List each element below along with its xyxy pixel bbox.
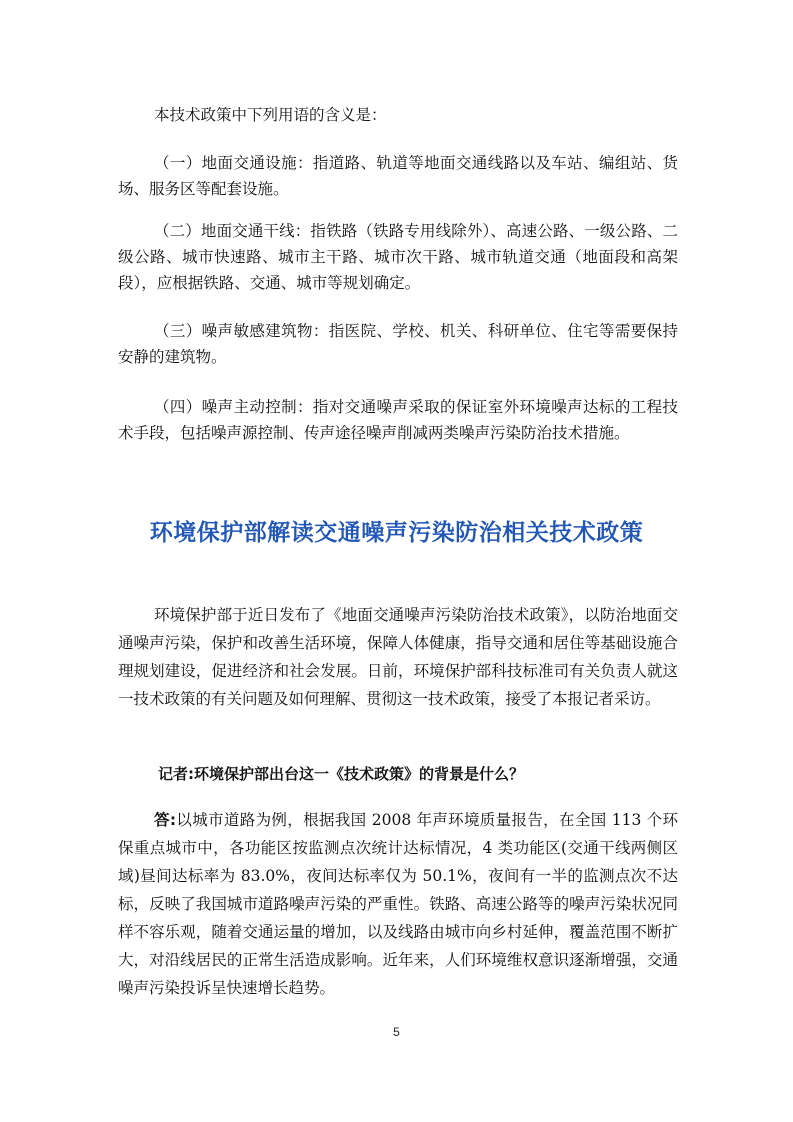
answer-text: 以城市道路为例，根据我国 2008 年声环境质量报告，在全国 113 个环保重点城市中，各功能区按监测点次统计达标情况，4 类功能区(交通干线两侧区域)昼间达标率为 83.0%，夜间达标率仅为 50.1%，夜间有一半的监测点次不达标，反映了我国城市道路噪声污染的严重性。铁路、高速公路等的噪声污染状况同样不容乐观，随着交通运量的增加，以及线路由城市向乡村延伸，覆盖范围不断扩大，对沿线居民的正常生活造成影响。近年来，人们环境维权意识逐渐增强，交通噪声污染投诉呈快速增长趋势。 — [118, 811, 678, 997]
section-title: 环境保护部解读交通噪声污染防治相关技术政策 — [149, 520, 644, 546]
definitions-intro: 本技术政策中下列用语的含义是： — [154, 106, 387, 124]
definition-item-2: （二）地面交通干线：指铁路（铁路专用线除外）、高速公路、一级公路、二级公路、城市快速路、城市主干路、城市次干路、城市轨道交通（地面段和高架段），应根据铁路、交通、城市等规划确定。 — [118, 222, 678, 292]
page-number: 5 — [393, 1025, 400, 1039]
definition-item-3: （三）噪声敏感建筑物：指医院、学校、机关、科研单位、住宅等需要保持安静的建筑物。 — [118, 322, 678, 366]
definition-item-1: （一）地面交通设施：指道路、轨道等地面交通线路以及车站、编组站、货场、服务区等配套设施。 — [118, 154, 678, 198]
section-intro-paragraph: 环境保护部于近日发布了《地面交通噪声污染防治技术政策》，以防治地面交通噪声污染，保护和改善生活环境，保障人体健康，指导交通和居住等基础设施合理规划建设，促进经济和社会发展。日前，环境保护部科技标准司有关负责人就这一技术政策的有关问题及如何理解、贯彻这一技术政策，接受了本报记者采访。 — [118, 606, 678, 708]
interview-question: 记者:环境保护部出台这一《技术政策》的背景是什么？ — [158, 765, 525, 783]
answer-label: 答: — [154, 811, 177, 829]
interview-answer — [118, 806, 678, 1002]
definition-item-4: （四）噪声主动控制：指对交通噪声采取的保证室外环境噪声达标的工程技术手段，包括噪声源控制、传声途径噪声削减两类噪声污染防治技术措施。 — [118, 398, 678, 442]
